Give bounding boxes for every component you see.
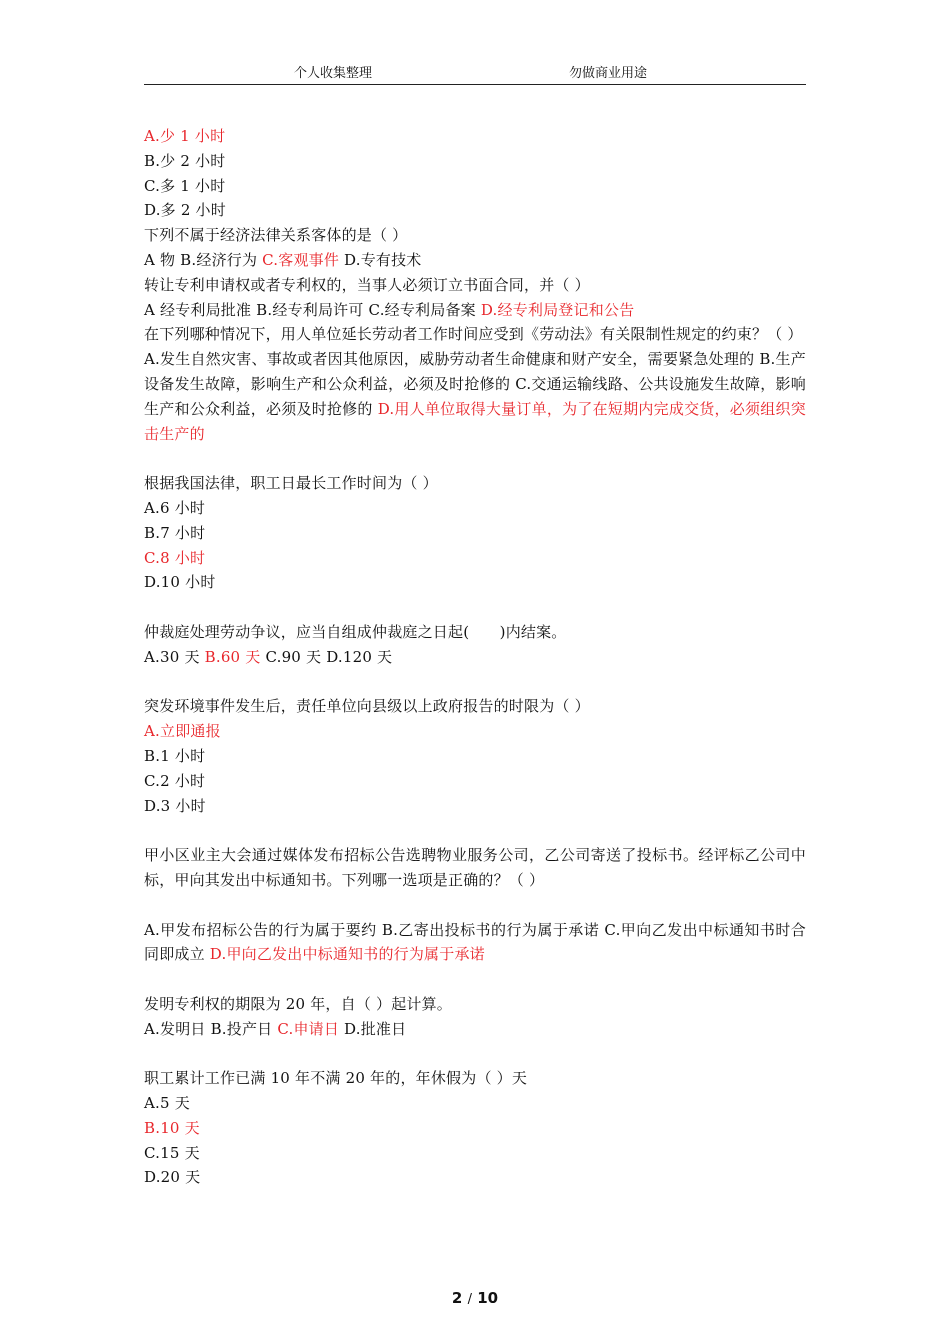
question-stem: 突发环境事件发生后，责任单位向县级以上政府报告的时限为（ ） <box>144 697 590 716</box>
option-c-answer: C.客观事件 <box>262 250 340 269</box>
options-line <box>144 248 806 273</box>
page-header <box>144 64 806 85</box>
option-b: B.乙寄出投标书的行为属于承诺 <box>381 920 605 939</box>
option-d: D.10 小时 <box>144 573 216 592</box>
option-a: A.甲发布招标公告的行为属于要约 <box>144 920 382 939</box>
option-a-answer: A.立即通报 <box>144 722 221 741</box>
options-line <box>144 1017 806 1042</box>
option-c: C.甲向乙发出中标通知书时合同即成立 <box>144 920 806 964</box>
option-b: B.7 小时 <box>144 523 206 542</box>
option-c: C.2 小时 <box>144 771 206 790</box>
option-b: B.投产日 <box>210 1019 278 1038</box>
spacer <box>144 967 806 992</box>
option-c: C.交通运输线路、公共设施发生故障，影响生产和公众利益，必须及时抢修的 <box>144 374 806 418</box>
option-a: A.5 天 <box>144 1094 190 1113</box>
option-c-answer: C.8 小时 <box>144 548 206 567</box>
option-d-answer: D.经专利局登记和公告 <box>480 300 635 319</box>
spacer <box>144 1041 806 1066</box>
options-line <box>144 645 806 670</box>
option-d: D.120 天 <box>326 647 393 666</box>
question-stem: 发明专利权的期限为 20 年，自（ ）起计算。 <box>144 994 452 1013</box>
spacer <box>144 670 806 695</box>
option-a: A.发明日 <box>144 1019 211 1038</box>
option-d-answer: D.用人单位取得大量订单，为了在短期内完成交货，必须组织突击生产的 <box>144 399 806 443</box>
option-b-answer: B.10 天 <box>144 1118 200 1137</box>
question-stem: 仲裁庭处理劳动争议，应当自组成仲裁庭之日起( )内结案。 <box>144 622 567 641</box>
option-c: C.多 1 小时 <box>144 176 226 195</box>
option-b: B.经专利局许可 <box>256 300 369 319</box>
current-page: 2 <box>451 1289 463 1307</box>
option-c-answer: C.申请日 <box>277 1019 340 1038</box>
option-a: A.30 天 <box>144 647 205 666</box>
option-b: B.少 2 小时 <box>144 151 226 170</box>
document-body <box>144 124 806 1190</box>
question-stem: 下列不属于经济法律关系客体的是（ ） <box>144 226 408 245</box>
option-b-answer: B.60 天 <box>204 647 261 666</box>
option-b: B.经济行为 <box>180 250 263 269</box>
option-d: D.3 小时 <box>144 796 206 815</box>
page-number <box>0 1289 950 1307</box>
question-stem: 转让专利申请权或者专利权的，当事人必须订立书面合同，并（ ） <box>144 275 590 294</box>
header-left-text: 个人收集整理 <box>294 66 373 81</box>
options-line <box>144 298 806 323</box>
question-stem: 在下列哪种情况下，用人单位延长劳动者工作时间应受到《劳动法》有关限制性规定的约束？（ ） <box>144 325 803 344</box>
option-c: C.90 天 <box>260 647 327 666</box>
option-d: D.20 天 <box>144 1168 201 1187</box>
page-separator: / <box>467 1292 472 1307</box>
spacer <box>144 595 806 620</box>
spacer <box>144 893 806 918</box>
header-right-text: 勿做商业用途 <box>569 66 648 81</box>
option-a: A 经专利局批准 <box>144 300 257 319</box>
options-paragraph <box>144 347 806 446</box>
option-a: A.6 小时 <box>144 498 206 517</box>
option-b: B.生产设备发生故障，影响生产和公众利益，必须及时抢修的 <box>144 350 806 393</box>
option-a-answer: A.少 1 小时 <box>144 127 226 145</box>
option-d-answer: D.甲向乙发出中标通知书的行为属于承诺 <box>209 945 485 964</box>
question-stem: 甲小区业主大会通过媒体发布招标公告选聘物业服务公司，乙公司寄送了投标书。经评标乙公司中标，甲向其发出中标通知书。下列哪一选项是正确的？（ ） <box>144 846 806 889</box>
question-stem: 职工累计工作已满 10 年不满 20 年的，年休假为（ ）天 <box>144 1069 528 1088</box>
option-a: A.发生自然灾害、事故或者因其他原因，威胁劳动者生命健康和财产安全，需要紧急处理的 <box>144 350 760 369</box>
spacer <box>144 446 806 471</box>
option-d: D.专有技术 <box>339 250 422 269</box>
question-stem: 根据我国法律，职工日最长工作时间为（ ） <box>144 474 438 493</box>
spacer <box>144 818 806 843</box>
option-d: D.批准日 <box>339 1019 407 1038</box>
option-a: A 物 <box>144 250 181 269</box>
option-d: D.多 2 小时 <box>144 201 226 220</box>
options-paragraph <box>144 918 806 968</box>
total-pages: 10 <box>477 1289 499 1307</box>
option-c: C.经专利局备案 <box>368 300 481 319</box>
option-c: C.15 天 <box>144 1143 200 1162</box>
option-b: B.1 小时 <box>144 746 206 765</box>
